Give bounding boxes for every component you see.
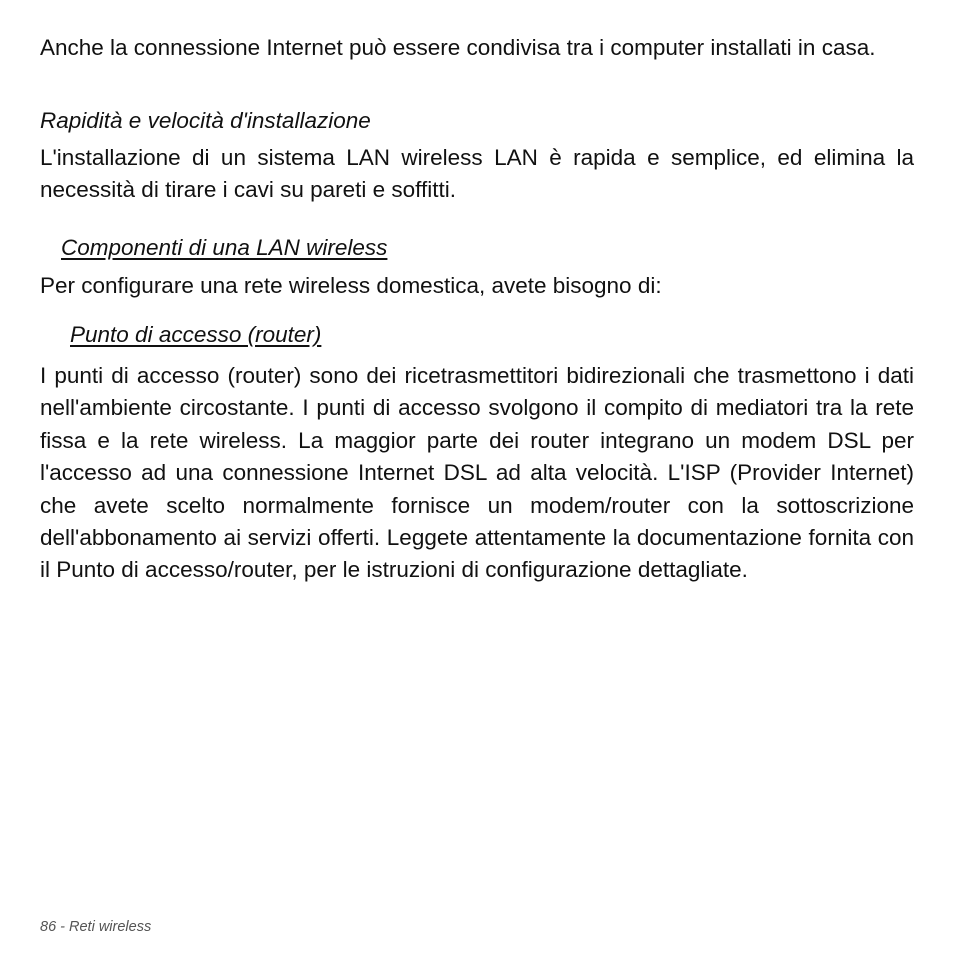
access-point-paragraph: I punti di accesso (router) sono dei ricetrasmettitori bidirezionali che trasmettono i dati nell'ambiente circostante. I punti di accesso svolgono il compito di mediatori tra la rete fissa e la rete wireless. La maggior parte dei router integrano un modem DSL per l'accesso ad una connessione Internet DSL ad alta velocità. L'ISP (Provider Internet) che avete scelto normalmente fornisce un modem/router con la sottoscrizione dell'abbonamento ai servizi offerti. Leggete attentamente la documentazione fornita con il Punto di accesso/router, per le istruzioni di configurazione dettagliate. (40, 363, 914, 583)
page-footer: 86 - Reti wireless (40, 919, 152, 935)
components-heading: Componenti di una LAN wireless (61, 235, 388, 260)
speed-heading: Rapidità e velocità d'installazione (40, 108, 371, 133)
speed-paragraph: L'installazione di un sistema LAN wireless LAN è rapida e semplice, ed elimina la necessità di tirare i cavi su pareti e soffitti. (40, 145, 914, 203)
components-paragraph: Per configurare una rete wireless domestica, avete bisogno di: (40, 273, 662, 298)
access-point-heading: Punto di accesso (router) (70, 322, 322, 347)
document-page (40, 0, 914, 954)
intro-paragraph: Anche la connessione Internet può essere condivisa tra i computer installati in casa. (40, 35, 876, 60)
